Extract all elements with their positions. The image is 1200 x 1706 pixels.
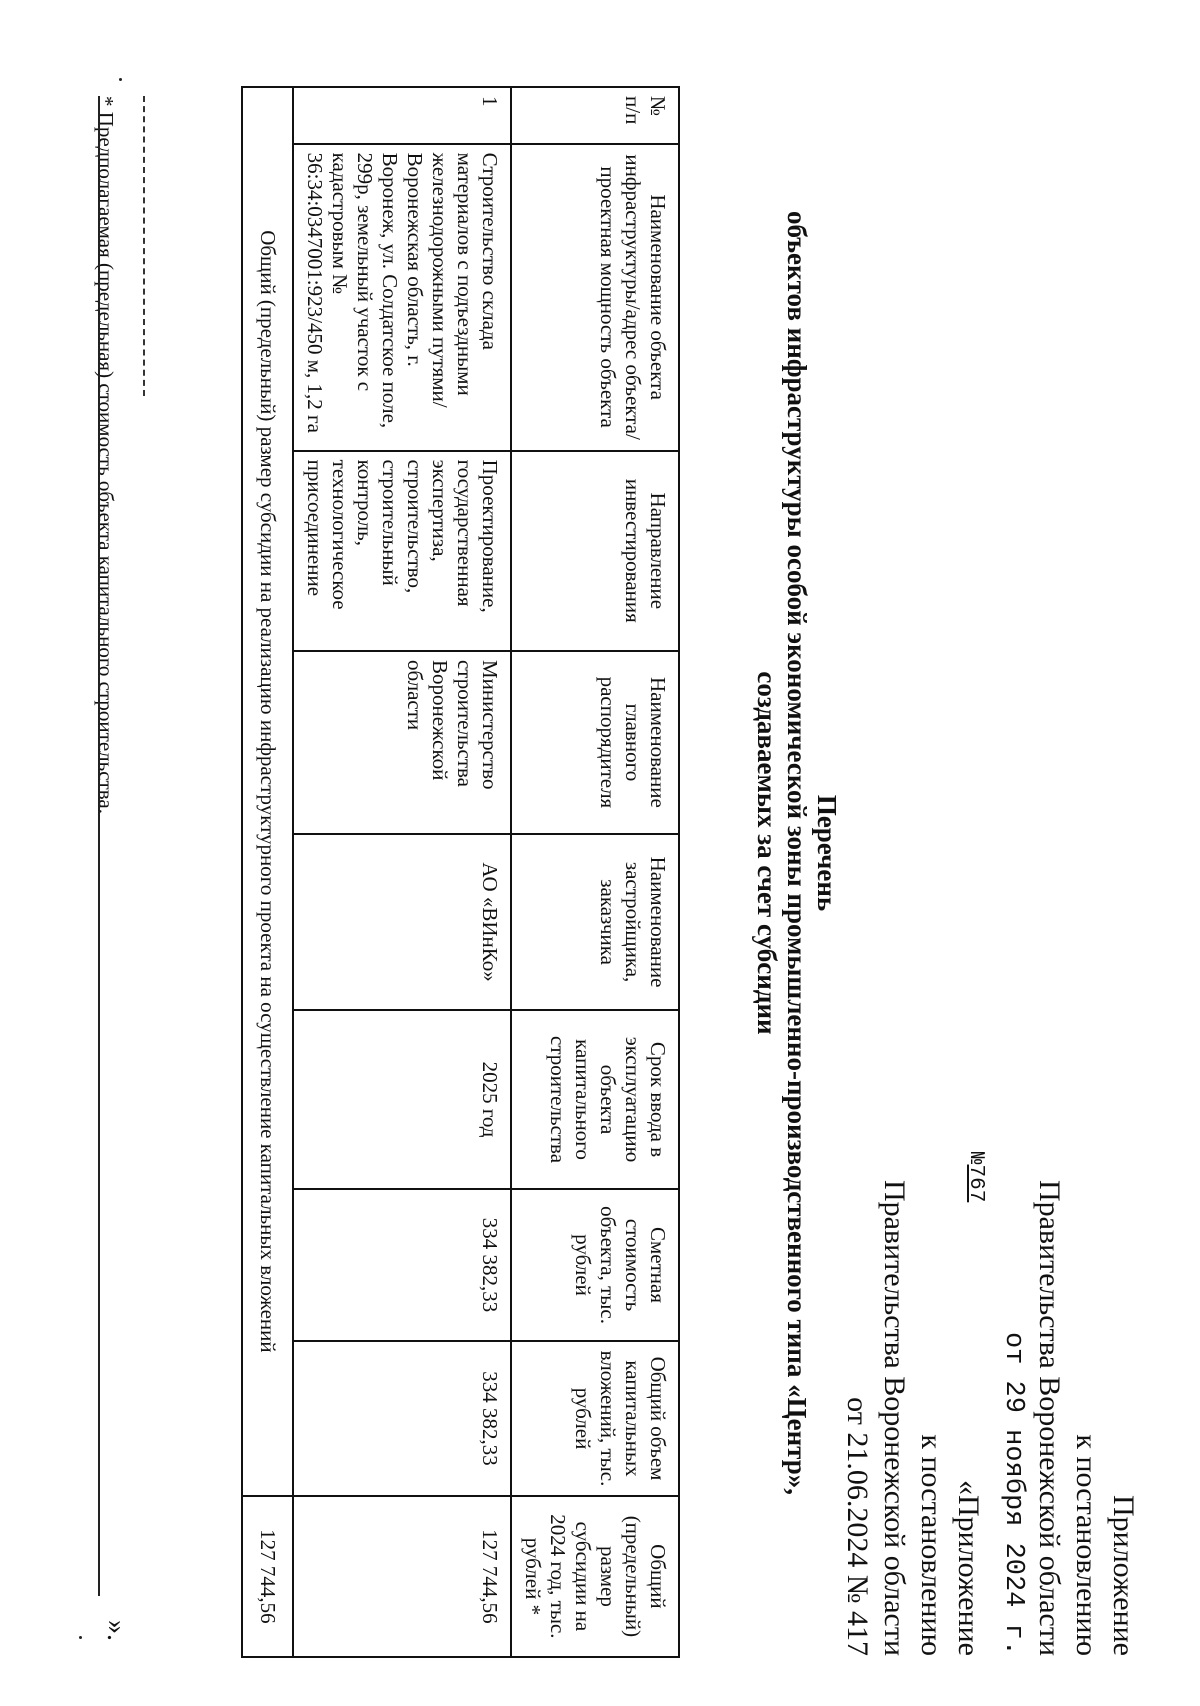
estimate-cell: 334 382,33 (293, 1189, 511, 1341)
footnote-text: * Предполагаемая (предельная) стоимость объекта капитального строительства. (94, 96, 118, 814)
approval-line: к постановлению (1070, 1434, 1103, 1656)
approval-line: Правительства Воронежской области (1033, 1179, 1066, 1656)
total-row (242, 87, 293, 1657)
deadline-cell: 2025 год (293, 1010, 511, 1189)
developer-cell: АО «ВИнКо» (293, 834, 511, 1010)
subsidy-cell: 127 744,56 (293, 1496, 511, 1657)
footnote-divider (143, 96, 145, 396)
approval-number-sign: № (964, 1151, 987, 1165)
scan-dot (79, 1636, 82, 1639)
infrastructure-table (241, 86, 680, 1658)
header-cell: Наименование объекта инфраструктуры/адрес объекта/проектная мощность объекта (511, 144, 679, 451)
prev-approval-line: от 21.06.2024 № 417 (841, 1397, 874, 1656)
title-line: создаваемых за счет субсидии (752, 671, 782, 1035)
row-number-cell: 1 (293, 87, 511, 144)
header-cell: Наименование застройщика, заказчика (511, 834, 679, 1010)
approval-block (839, 936, 1142, 1656)
document-title (752, 0, 842, 1706)
table-row (293, 87, 511, 1657)
approval-line: Приложение (1107, 1494, 1140, 1656)
closing-rule (98, 96, 100, 1596)
header-cell: Направление инвестирования (511, 451, 679, 651)
header-cell: Наименование главного распорядителя (511, 651, 679, 834)
object-cell: Строительство склада материалов с подъездными железнодорожными путями/ Воронежская область, г. Воронеж, ул. Солдатское поле, 299р, земельный участок с кадастровым № 36:34:0347001:923/450 м, 1,2 га (293, 144, 511, 451)
header-cell: Общий (предельный) размер субсидии на 2024 год, тыс. рублей * (511, 1496, 679, 1657)
prev-approval-line: к постановлению (915, 1434, 948, 1656)
header-cell: Срок ввода в эксплуатацию объекта капитального строительства (511, 1010, 679, 1189)
prev-approval-line: «Приложение (952, 1479, 985, 1656)
total-value-cell: 127 744,56 (242, 1496, 293, 1657)
total-label-cell: Общий (предельный) размер субсидии на реализацию инфраструктурного проекта на осуществление капитальных вложений (242, 87, 293, 1496)
table-header-row (511, 87, 679, 1657)
closing-quote: ». (101, 1620, 132, 1641)
header-cell: Сметная стоимость объекта, тыс. рублей (511, 1189, 679, 1341)
header-cell: № п/п (511, 87, 679, 144)
header-cell: Общий объем капитальных вложений, тыс. рублей (511, 1341, 679, 1496)
investment-cell: 334 382,33 (293, 1341, 511, 1496)
scan-dot (119, 78, 122, 81)
approval-date-text: от 29 ноября 2024 г. (998, 1331, 1028, 1656)
approval-number: 767 (964, 1164, 987, 1203)
manager-cell: Министерство строительства Воронежской области (293, 651, 511, 834)
title-line: Перечень (812, 794, 842, 912)
title-line: объектов инфраструктуры особой экономической зоны промышленно-производственного типа «Центр», (782, 210, 812, 1496)
direction-cell: Проектирование, государственная экспертиза, строительство, строительный контроль, технологическое присоединение (293, 451, 511, 651)
prev-approval-line: Правительства Воронежской области (878, 1179, 911, 1656)
